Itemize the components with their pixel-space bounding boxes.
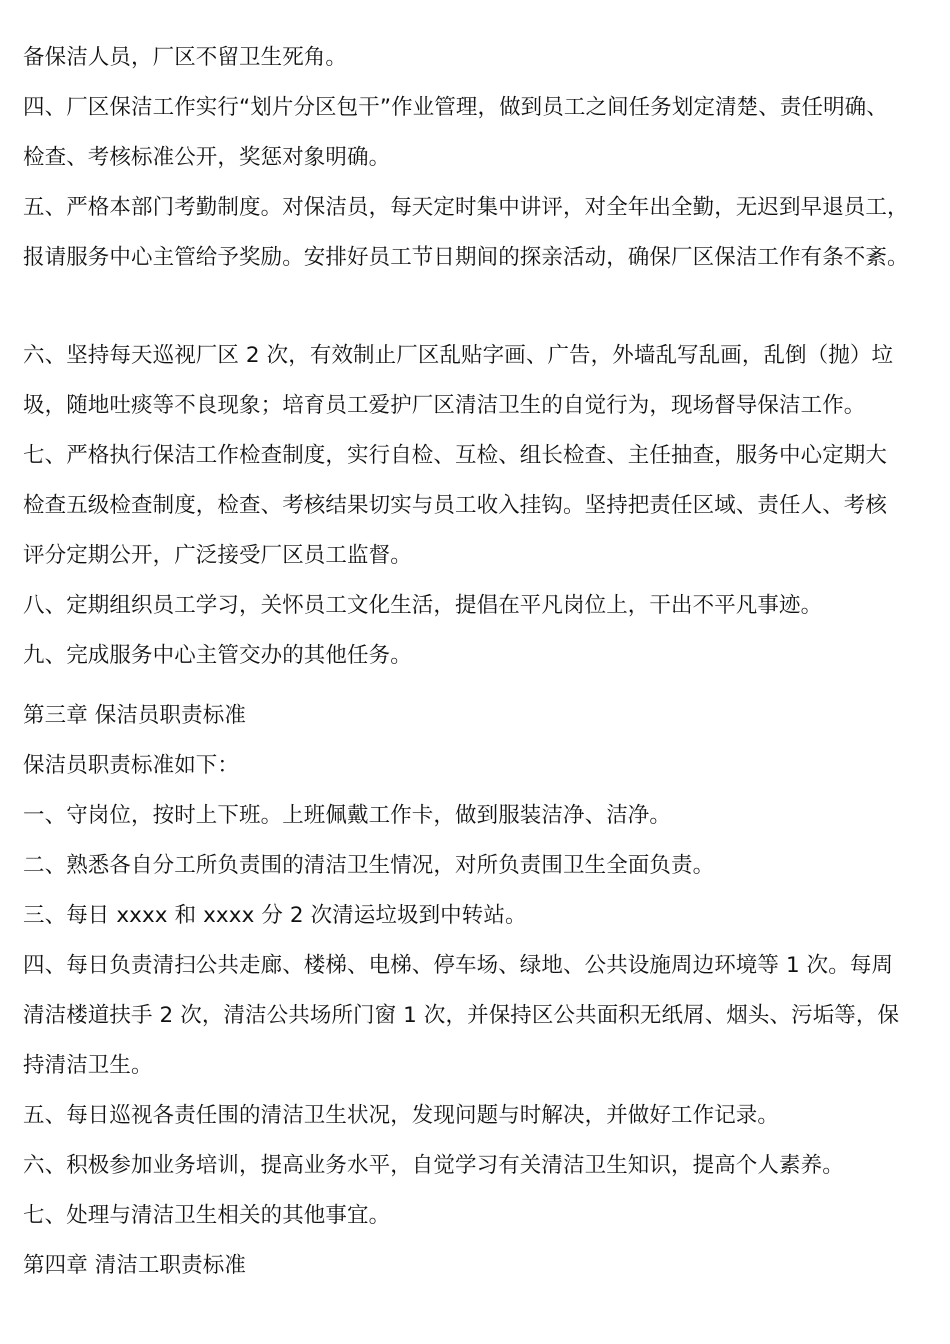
chapter-heading: 第四章 清洁工职责标准 bbox=[23, 1253, 246, 1278]
section-duties-part-2 bbox=[23, 331, 938, 681]
paragraph-line: 九、完成服务中心主管交办的其他任务。 bbox=[23, 643, 412, 668]
paragraph-line: 保洁员职责标准如下： bbox=[23, 753, 240, 778]
paragraph-line: 报请服务中心主管给予奖励。安排好员工节日期间的探亲活动，确保厂区保洁工作有条不紊。 bbox=[23, 245, 909, 270]
paragraph-line: 检查五级检查制度，检查、考核结果切实与员工收入挂钩。坚持把责任区域、责任人、考核 bbox=[23, 493, 888, 518]
paragraph-gap bbox=[23, 283, 938, 331]
paragraph-line: 四、厂区保洁工作实行“划片分区包干”作业管理，做到员工之间任务划定清楚、责任明确、 bbox=[23, 95, 888, 120]
paragraph-line: 六、积极参加业务培训，提高业务水平，自觉学习有关清洁卫生知识，提高个人素养。 bbox=[23, 1153, 844, 1178]
paragraph-line: 圾，随地吐痰等不良现象；培育员工爱护厂区清洁卫生的自觉行为，现场督导保洁工作。 bbox=[23, 393, 866, 418]
paragraph-line: 五、严格本部门考勤制度。对保洁员，每天定时集中讲评，对全年出全勤，无迟到早退员工， bbox=[23, 195, 909, 220]
section-chapter-3 bbox=[23, 691, 938, 1291]
paragraph-line: 六、坚持每天巡视厂区 2 次，有效制止厂区乱贴字画、广告，外墙乱写乱画，乱倒（抛）垃 bbox=[23, 343, 894, 368]
paragraph-line: 二、熟悉各自分工所负责围的清洁卫生情况，对所负责围卫生全面负责。 bbox=[23, 853, 715, 878]
paragraph-line: 四、每日负责清扫公共走廊、楼梯、电梯、停车场、绿地、公共设施周边环境等 1 次。每周 bbox=[23, 953, 894, 978]
paragraph-line: 三、每日 xxxx 和 xxxx 分 2 次清运垃圾到中转站。 bbox=[23, 903, 527, 928]
paragraph-line: 五、每日巡视各责任围的清洁卫生状况，发现问题与时解决，并做好工作记录。 bbox=[23, 1103, 780, 1128]
document-page bbox=[23, 33, 938, 1291]
paragraph-line: 评分定期公开，广泛接受厂区员工监督。 bbox=[23, 543, 412, 568]
paragraph-line: 清洁楼道扶手 2 次，清洁公共场所门窗 1 次，并保持区公共面积无纸屑、烟头、污垢等，保 bbox=[23, 1003, 900, 1028]
chapter-heading: 第三章 保洁员职责标准 bbox=[23, 703, 246, 728]
paragraph-line: 七、处理与清洁卫生相关的其他事宜。 bbox=[23, 1203, 391, 1228]
paragraph-line: 一、守岗位，按时上下班。上班佩戴工作卡，做到服装洁净、洁净。 bbox=[23, 803, 672, 828]
paragraph-line: 持清洁卫生。 bbox=[23, 1053, 153, 1078]
paragraph-line: 备保洁人员，厂区不留卫生死角。 bbox=[23, 45, 348, 70]
section-duties-part-1 bbox=[23, 33, 938, 283]
paragraph-line: 八、定期组织员工学习，关怀员工文化生活，提倡在平凡岗位上，干出不平凡事迹。 bbox=[23, 593, 823, 618]
paragraph-line: 七、严格执行保洁工作检查制度，实行自检、互检、组长检查、主任抽查，服务中心定期大 bbox=[23, 443, 888, 468]
paragraph-line: 检查、考核标准公开，奖惩对象明确。 bbox=[23, 145, 391, 170]
paragraph-gap bbox=[23, 681, 938, 691]
